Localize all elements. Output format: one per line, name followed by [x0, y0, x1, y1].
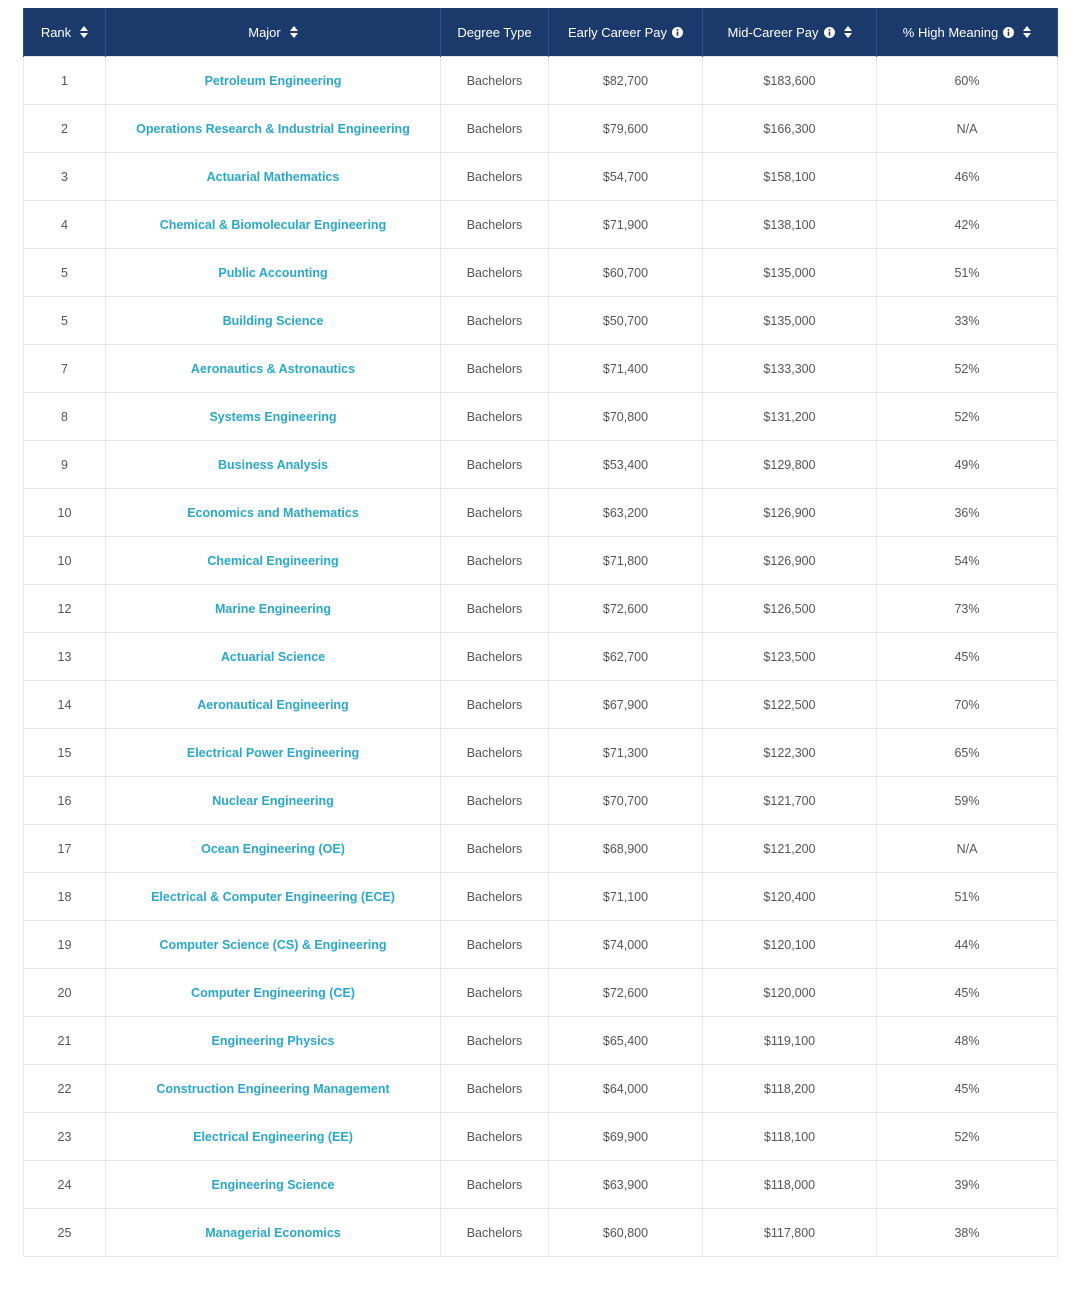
rank-cell: 25: [24, 1209, 106, 1257]
major-cell: [106, 729, 441, 777]
mid-pay-cell: $166,300: [703, 105, 877, 153]
major-link[interactable]: Actuarial Mathematics: [206, 169, 340, 184]
info-icon[interactable]: [824, 27, 835, 38]
mid-pay-cell: $118,200: [703, 1065, 877, 1113]
info-icon[interactable]: [672, 27, 683, 38]
table-row: [24, 777, 1058, 825]
table-row: [24, 969, 1058, 1017]
high-meaning-cell: 52%: [877, 345, 1058, 393]
mid-pay-cell: $126,900: [703, 489, 877, 537]
major-link[interactable]: Marine Engineering: [215, 601, 331, 616]
major-cell: [106, 537, 441, 585]
mid-pay-cell: $129,800: [703, 441, 877, 489]
mid-pay-cell: $117,800: [703, 1209, 877, 1257]
high-meaning-cell: 44%: [877, 921, 1058, 969]
table-row: [24, 441, 1058, 489]
early-pay-cell: $60,800: [549, 1209, 703, 1257]
rank-column-header[interactable]: [24, 8, 106, 57]
mid-pay-cell: $158,100: [703, 153, 877, 201]
major-cell: [106, 633, 441, 681]
degree-cell: Bachelors: [441, 585, 549, 633]
early-pay-cell: $71,900: [549, 201, 703, 249]
sort-icon[interactable]: [1023, 26, 1031, 38]
high-meaning-cell: 52%: [877, 1113, 1058, 1161]
degree-cell: Bachelors: [441, 873, 549, 921]
rank-cell: 16: [24, 777, 106, 825]
major-link[interactable]: Ocean Engineering (OE): [201, 841, 345, 856]
mid-pay-cell: $120,000: [703, 969, 877, 1017]
salary-table: [23, 8, 1058, 1257]
high-meaning-cell: 33%: [877, 297, 1058, 345]
table-row: [24, 873, 1058, 921]
table-row: [24, 1161, 1058, 1209]
degree-cell: Bachelors: [441, 1065, 549, 1113]
mid-pay-cell: $120,400: [703, 873, 877, 921]
rank-cell: 24: [24, 1161, 106, 1209]
rank-cell: 5: [24, 249, 106, 297]
degree-cell: Bachelors: [441, 825, 549, 873]
table-row: [24, 585, 1058, 633]
major-cell: [106, 249, 441, 297]
high-meaning-cell: 60%: [877, 57, 1058, 105]
meaning-header-label: % High Meaning: [902, 24, 999, 40]
degree-cell: Bachelors: [441, 1161, 549, 1209]
high-meaning-cell: 46%: [877, 153, 1058, 201]
major-link[interactable]: Managerial Economics: [205, 1225, 341, 1240]
table-row: [24, 633, 1058, 681]
sort-icon[interactable]: [80, 26, 88, 38]
major-link[interactable]: Computer Science (CS) & Engineering: [159, 937, 387, 952]
high-meaning-cell: 42%: [877, 201, 1058, 249]
major-link[interactable]: Chemical Engineering: [207, 553, 339, 568]
early-pay-cell: $70,800: [549, 393, 703, 441]
mid-pay-cell: $118,100: [703, 1113, 877, 1161]
high-meaning-cell: N/A: [877, 825, 1058, 873]
degree-cell: Bachelors: [441, 489, 549, 537]
rank-cell: 12: [24, 585, 106, 633]
rank-cell: 21: [24, 1017, 106, 1065]
major-cell: [106, 1017, 441, 1065]
major-link[interactable]: Construction Engineering Management: [156, 1081, 390, 1096]
table-row: [24, 393, 1058, 441]
early-pay-cell: $74,000: [549, 921, 703, 969]
major-link[interactable]: Economics and Mathematics: [187, 505, 359, 520]
degree-cell: Bachelors: [441, 1113, 549, 1161]
degree-cell: Bachelors: [441, 729, 549, 777]
high-meaning-cell: 38%: [877, 1209, 1058, 1257]
mid-pay-cell: $122,500: [703, 681, 877, 729]
high-meaning-cell: 70%: [877, 681, 1058, 729]
high-meaning-cell: 73%: [877, 585, 1058, 633]
major-link[interactable]: Business Analysis: [217, 457, 328, 472]
degree-cell: Bachelors: [441, 537, 549, 585]
early-pay-cell: $60,700: [549, 249, 703, 297]
major-link[interactable]: Electrical & Computer Engineering (ECE): [151, 889, 395, 904]
degree-cell: Bachelors: [441, 345, 549, 393]
early-pay-cell: $71,400: [549, 345, 703, 393]
table-row: [24, 681, 1058, 729]
high-meaning-cell: 49%: [877, 441, 1058, 489]
high-meaning-cell: 65%: [877, 729, 1058, 777]
rank-cell: 2: [24, 105, 106, 153]
degree-cell: Bachelors: [441, 633, 549, 681]
rank-cell: 10: [24, 489, 106, 537]
rank-cell: 1: [24, 57, 106, 105]
high-meaning-cell: 54%: [877, 537, 1058, 585]
table-row: [24, 201, 1058, 249]
high-meaning-cell: 45%: [877, 1065, 1058, 1113]
mid-career-column-header[interactable]: [703, 8, 877, 57]
rank-cell: 7: [24, 345, 106, 393]
mid-pay-cell: $133,300: [703, 345, 877, 393]
early-pay-cell: $71,300: [549, 729, 703, 777]
rank-cell: 23: [24, 1113, 106, 1161]
mid-pay-cell: $119,100: [703, 1017, 877, 1065]
early-pay-cell: $64,000: [549, 1065, 703, 1113]
table-row: [24, 1113, 1058, 1161]
header-row: [24, 8, 1058, 57]
major-cell: [106, 969, 441, 1017]
mid-pay-cell: $135,000: [703, 249, 877, 297]
early-pay-cell: $72,600: [549, 585, 703, 633]
table-row: [24, 825, 1058, 873]
high-meaning-cell: 51%: [877, 873, 1058, 921]
table-row: [24, 921, 1058, 969]
table-row: [24, 1017, 1058, 1065]
major-link[interactable]: Aeronautics & Astronautics: [190, 361, 356, 376]
table-row: [24, 1065, 1058, 1113]
major-cell: [106, 585, 441, 633]
degree-cell: Bachelors: [441, 105, 549, 153]
degree-cell: Bachelors: [441, 201, 549, 249]
early-pay-cell: $67,900: [549, 681, 703, 729]
high-meaning-cell: 45%: [877, 633, 1058, 681]
degree-cell: Bachelors: [441, 777, 549, 825]
table-row: [24, 729, 1058, 777]
early-pay-cell: $71,800: [549, 537, 703, 585]
mid-pay-cell: $121,200: [703, 825, 877, 873]
table-row: [24, 297, 1058, 345]
rank-cell: 3: [24, 153, 106, 201]
high-meaning-cell: 48%: [877, 1017, 1058, 1065]
high-meaning-cell: 52%: [877, 393, 1058, 441]
rank-cell: 15: [24, 729, 106, 777]
mid-pay-cell: $138,100: [703, 201, 877, 249]
salary-table-container: [23, 8, 1057, 1257]
rank-cell: 22: [24, 1065, 106, 1113]
rank-cell: 18: [24, 873, 106, 921]
major-link[interactable]: Operations Research & Industrial Engineering: [136, 121, 410, 136]
table-row: [24, 105, 1058, 153]
major-link[interactable]: Building Science: [222, 313, 324, 328]
early-pay-cell: $50,700: [549, 297, 703, 345]
mid-pay-cell: $126,900: [703, 537, 877, 585]
major-cell: [106, 921, 441, 969]
major-header-label: Major: [248, 24, 281, 40]
major-link[interactable]: Aeronautical Engineering: [197, 697, 349, 712]
high-meaning-cell: 36%: [877, 489, 1058, 537]
mid-pay-cell: $120,100: [703, 921, 877, 969]
rank-cell: 5: [24, 297, 106, 345]
major-link[interactable]: Petroleum Engineering: [204, 73, 342, 88]
mid-pay-cell: $123,500: [703, 633, 877, 681]
major-cell: [106, 825, 441, 873]
early-header-label: Early Career Pay: [568, 24, 667, 40]
major-cell: [106, 57, 441, 105]
degree-cell: Bachelors: [441, 1209, 549, 1257]
major-cell: [106, 1065, 441, 1113]
info-icon[interactable]: [1003, 27, 1014, 38]
major-link[interactable]: Computer Engineering (CE): [191, 985, 355, 1000]
rank-cell: 9: [24, 441, 106, 489]
degree-cell: Bachelors: [441, 249, 549, 297]
mid-pay-cell: $183,600: [703, 57, 877, 105]
mid-pay-cell: $121,700: [703, 777, 877, 825]
table-body: [24, 57, 1058, 1257]
rank-cell: 14: [24, 681, 106, 729]
sort-icon[interactable]: [844, 26, 852, 38]
major-link[interactable]: Actuarial Science: [220, 649, 326, 664]
table-row: [24, 489, 1058, 537]
major-cell: [106, 201, 441, 249]
rank-cell: 8: [24, 393, 106, 441]
major-link[interactable]: Engineering Science: [211, 1177, 335, 1192]
table-header: [24, 8, 1058, 57]
rank-header-label: Rank: [40, 24, 72, 40]
degree-cell: Bachelors: [441, 441, 549, 489]
high-meaning-cell: 51%: [877, 249, 1058, 297]
early-pay-cell: $71,100: [549, 873, 703, 921]
table-row: [24, 249, 1058, 297]
early-pay-cell: $79,600: [549, 105, 703, 153]
early-pay-cell: $69,900: [549, 1113, 703, 1161]
early-pay-cell: $63,200: [549, 489, 703, 537]
degree-cell: Bachelors: [441, 969, 549, 1017]
early-pay-cell: $54,700: [549, 153, 703, 201]
major-cell: [106, 1209, 441, 1257]
major-cell: [106, 489, 441, 537]
mid-header-label: Mid-Career Pay: [727, 24, 819, 40]
major-cell: [106, 345, 441, 393]
major-link[interactable]: Systems Engineering: [209, 409, 337, 424]
degree-header-label: Degree Type: [457, 24, 532, 40]
major-link[interactable]: Electrical Engineering (EE): [193, 1129, 353, 1144]
major-link[interactable]: Public Accounting: [218, 265, 328, 280]
degree-cell: Bachelors: [441, 57, 549, 105]
early-pay-cell: $62,700: [549, 633, 703, 681]
early-pay-cell: $63,900: [549, 1161, 703, 1209]
major-cell: [106, 153, 441, 201]
early-pay-cell: $70,700: [549, 777, 703, 825]
major-link[interactable]: Nuclear Engineering: [212, 793, 334, 808]
major-cell: [106, 681, 441, 729]
rank-cell: 4: [24, 201, 106, 249]
major-cell: [106, 873, 441, 921]
high-meaning-cell: 39%: [877, 1161, 1058, 1209]
mid-pay-cell: $118,000: [703, 1161, 877, 1209]
table-row: [24, 537, 1058, 585]
early-pay-cell: $82,700: [549, 57, 703, 105]
early-career-column-header: [549, 8, 703, 57]
degree-cell: Bachelors: [441, 681, 549, 729]
major-cell: [106, 105, 441, 153]
early-pay-cell: $68,900: [549, 825, 703, 873]
degree-cell: Bachelors: [441, 1017, 549, 1065]
table-row: [24, 345, 1058, 393]
rank-cell: 20: [24, 969, 106, 1017]
major-cell: [106, 777, 441, 825]
table-row: [24, 57, 1058, 105]
mid-pay-cell: $126,500: [703, 585, 877, 633]
major-link[interactable]: Chemical & Biomolecular Engineering: [159, 217, 387, 232]
major-link[interactable]: Electrical Power Engineering: [186, 745, 360, 760]
rank-cell: 19: [24, 921, 106, 969]
mid-pay-cell: $122,300: [703, 729, 877, 777]
major-cell: [106, 441, 441, 489]
degree-column-header: [441, 8, 549, 57]
mid-pay-cell: $135,000: [703, 297, 877, 345]
rank-cell: 17: [24, 825, 106, 873]
major-column-header[interactable]: [106, 8, 441, 57]
major-cell: [106, 1113, 441, 1161]
high-meaning-cell: N/A: [877, 105, 1058, 153]
major-cell: [106, 297, 441, 345]
table-row: [24, 1209, 1058, 1257]
early-pay-cell: $53,400: [549, 441, 703, 489]
rank-cell: 10: [24, 537, 106, 585]
mid-pay-cell: $131,200: [703, 393, 877, 441]
sort-icon[interactable]: [290, 26, 298, 38]
early-pay-cell: $65,400: [549, 1017, 703, 1065]
table-row: [24, 153, 1058, 201]
high-meaning-cell: 59%: [877, 777, 1058, 825]
degree-cell: Bachelors: [441, 921, 549, 969]
early-pay-cell: $72,600: [549, 969, 703, 1017]
major-cell: [106, 1161, 441, 1209]
high-meaning-cell: 45%: [877, 969, 1058, 1017]
degree-cell: Bachelors: [441, 393, 549, 441]
degree-cell: Bachelors: [441, 297, 549, 345]
major-cell: [106, 393, 441, 441]
rank-cell: 13: [24, 633, 106, 681]
major-link[interactable]: Engineering Physics: [211, 1033, 335, 1048]
degree-cell: Bachelors: [441, 153, 549, 201]
high-meaning-column-header[interactable]: [877, 8, 1058, 57]
